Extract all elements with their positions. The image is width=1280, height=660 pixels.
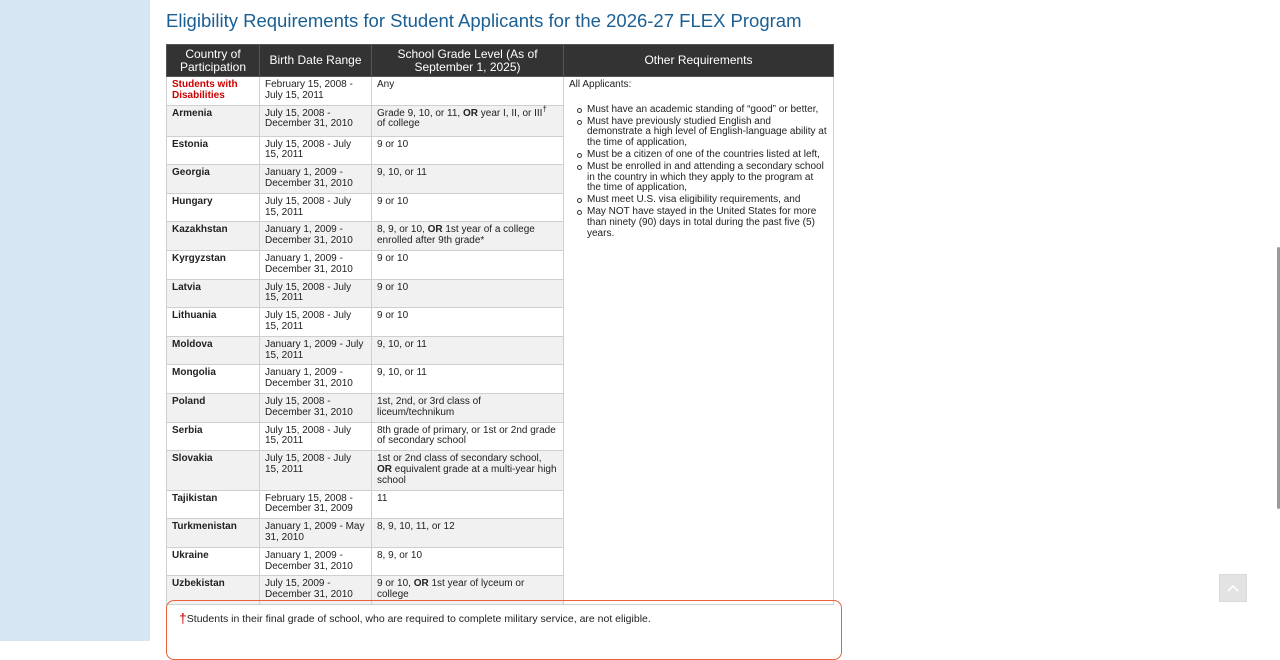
birth-date-cell: July 15, 2008 - July 15, 2011 (260, 136, 372, 165)
list-item: Must be a citizen of one of the countries listed at left, (577, 150, 828, 161)
other-requirements-cell (564, 77, 834, 605)
country-cell: Students with Disabilities (167, 77, 260, 106)
birth-date-cell: January 1, 2009 - December 31, 2010 (260, 165, 372, 194)
scroll-to-top-button[interactable] (1219, 574, 1247, 602)
country-cell: Georgia (167, 165, 260, 194)
grade-text: 1st or 2nd class of secondary school, (377, 453, 542, 465)
list-item: Must have previously studied English and demonstrate a high level of English-language ability at the time of application, (577, 117, 828, 149)
footnote-body: Students in their final grade of school, who are required to complete military service, are not eligible. (186, 613, 651, 625)
birth-date-cell: January 1, 2009 - May 31, 2010 (260, 519, 372, 548)
birth-date-cell: July 15, 2008 - July 15, 2011 (260, 451, 372, 490)
grade-level-cell: 9 or 10 (372, 193, 564, 222)
footnote-text (179, 610, 651, 626)
list-item: Must have an academic standing of “good” or better, (577, 105, 828, 116)
grade-text: 8, 9, or 10, (377, 224, 428, 236)
grade-level-cell: 9 or 10 (372, 308, 564, 337)
birth-date-cell: July 15, 2008 - December 31, 2010 (260, 105, 372, 136)
grade-level-cell: 11 (372, 490, 564, 519)
table-body (167, 77, 834, 605)
birth-date-cell: January 1, 2009 - December 31, 2010 (260, 547, 372, 576)
eligibility-table (166, 44, 834, 605)
grade-level-cell: 9, 10, or 11 (372, 165, 564, 194)
country-cell: Latvia (167, 279, 260, 308)
birth-date-cell: July 15, 2008 - July 15, 2011 (260, 279, 372, 308)
page-title: Eligibility Requirements for Student Applicants for the 2026-27 FLEX Program (166, 10, 802, 31)
grade-text: year I, II, or III (477, 107, 543, 119)
dagger-symbol: † (179, 610, 187, 626)
country-cell: Hungary (167, 193, 260, 222)
grade-or: OR (377, 463, 392, 475)
list-item: Must meet U.S. visa eligibility requirements, and (577, 195, 828, 206)
grade-text: equivalent grade at a multi-year high school (377, 463, 557, 486)
other-requirements-heading: All Applicants: (569, 79, 632, 90)
country-cell: Slovakia (167, 451, 260, 490)
country-cell: Mongolia (167, 365, 260, 394)
country-cell: Turkmenistan (167, 519, 260, 548)
grade-or: OR (427, 224, 443, 236)
birth-date-cell: January 1, 2009 - December 31, 2010 (260, 365, 372, 394)
list-item: May NOT have stayed in the United States for more than ninety (90) days in total during the past five (5) years. (577, 207, 828, 239)
country-cell: Kyrgyzstan (167, 250, 260, 279)
header-birth-date: Birth Date Range (260, 45, 372, 77)
birth-date-cell: July 15, 2008 - July 15, 2011 (260, 308, 372, 337)
birth-date-cell: July 15, 2008 - July 15, 2011 (260, 422, 372, 451)
country-cell: Armenia (167, 105, 260, 136)
country-cell: Poland (167, 393, 260, 422)
birth-date-cell: January 1, 2009 - December 31, 2010 (260, 250, 372, 279)
grade-level-cell: Any (372, 77, 564, 106)
dagger-mark: † (542, 104, 547, 114)
grade-level-cell: 9 or 10 (372, 279, 564, 308)
table-header-row (167, 45, 834, 77)
chevron-up-icon (1227, 584, 1239, 592)
grade-level-cell: 8, 9, or 10 (372, 547, 564, 576)
country-cell: Lithuania (167, 308, 260, 337)
grade-level-cell (372, 222, 564, 251)
birth-date-cell: July 15, 2009 - December 31, 2010 (260, 576, 372, 605)
grade-level-cell: 8th grade of primary, or 1st or 2nd grade of secondary school (372, 422, 564, 451)
grade-text: 9 or 10, (377, 578, 414, 590)
grade-text: Grade 9, 10, or 11, (377, 107, 463, 119)
grade-level-cell: 9 or 10 (372, 136, 564, 165)
birth-date-cell: January 1, 2009 - December 31, 2010 (260, 222, 372, 251)
country-cell: Ukraine (167, 547, 260, 576)
header-country: Country of Participation (167, 45, 260, 77)
grade-level-cell: 9, 10, or 11 (372, 336, 564, 365)
list-item: Must be enrolled in and attending a secondary school in the country in which they apply to the program at the time of application, (577, 162, 828, 194)
left-side-band (0, 0, 150, 641)
grade-text: of college (377, 118, 420, 130)
country-cell: Uzbekistan (167, 576, 260, 605)
table-row (167, 77, 834, 106)
grade-or: OR (413, 578, 429, 590)
country-cell: Tajikistan (167, 490, 260, 519)
grade-level-cell: 8, 9, 10, 11, or 12 (372, 519, 564, 548)
grade-text: 1st year of lyceum or college (377, 578, 525, 601)
birth-date-cell: July 15, 2008 - July 15, 2011 (260, 193, 372, 222)
country-cell: Moldova (167, 336, 260, 365)
grade-or: OR (462, 107, 478, 119)
grade-level-cell (372, 105, 564, 136)
other-requirements-list (569, 105, 828, 240)
grade-level-cell: 1st, 2nd, or 3rd class of liceum/technikum (372, 393, 564, 422)
birth-date-cell: January 1, 2009 - July 15, 2011 (260, 336, 372, 365)
grade-level-cell: 9, 10, or 11 (372, 365, 564, 394)
grade-level-cell: 9 or 10 (372, 250, 564, 279)
grade-text: 1st year of a college enrolled after 9th grade* (377, 224, 535, 247)
birth-date-cell: February 15, 2008 - December 31, 2009 (260, 490, 372, 519)
country-cell: Kazakhstan (167, 222, 260, 251)
header-grade-level: School Grade Level (As of September 1, 2025) (372, 45, 564, 77)
country-cell: Estonia (167, 136, 260, 165)
header-other-requirements: Other Requirements (564, 45, 834, 77)
footnote-box (166, 600, 842, 660)
birth-date-cell: July 15, 2008 - December 31, 2010 (260, 393, 372, 422)
country-cell: Serbia (167, 422, 260, 451)
grade-level-cell (372, 451, 564, 490)
birth-date-cell: February 15, 2008 - July 15, 2011 (260, 77, 372, 106)
